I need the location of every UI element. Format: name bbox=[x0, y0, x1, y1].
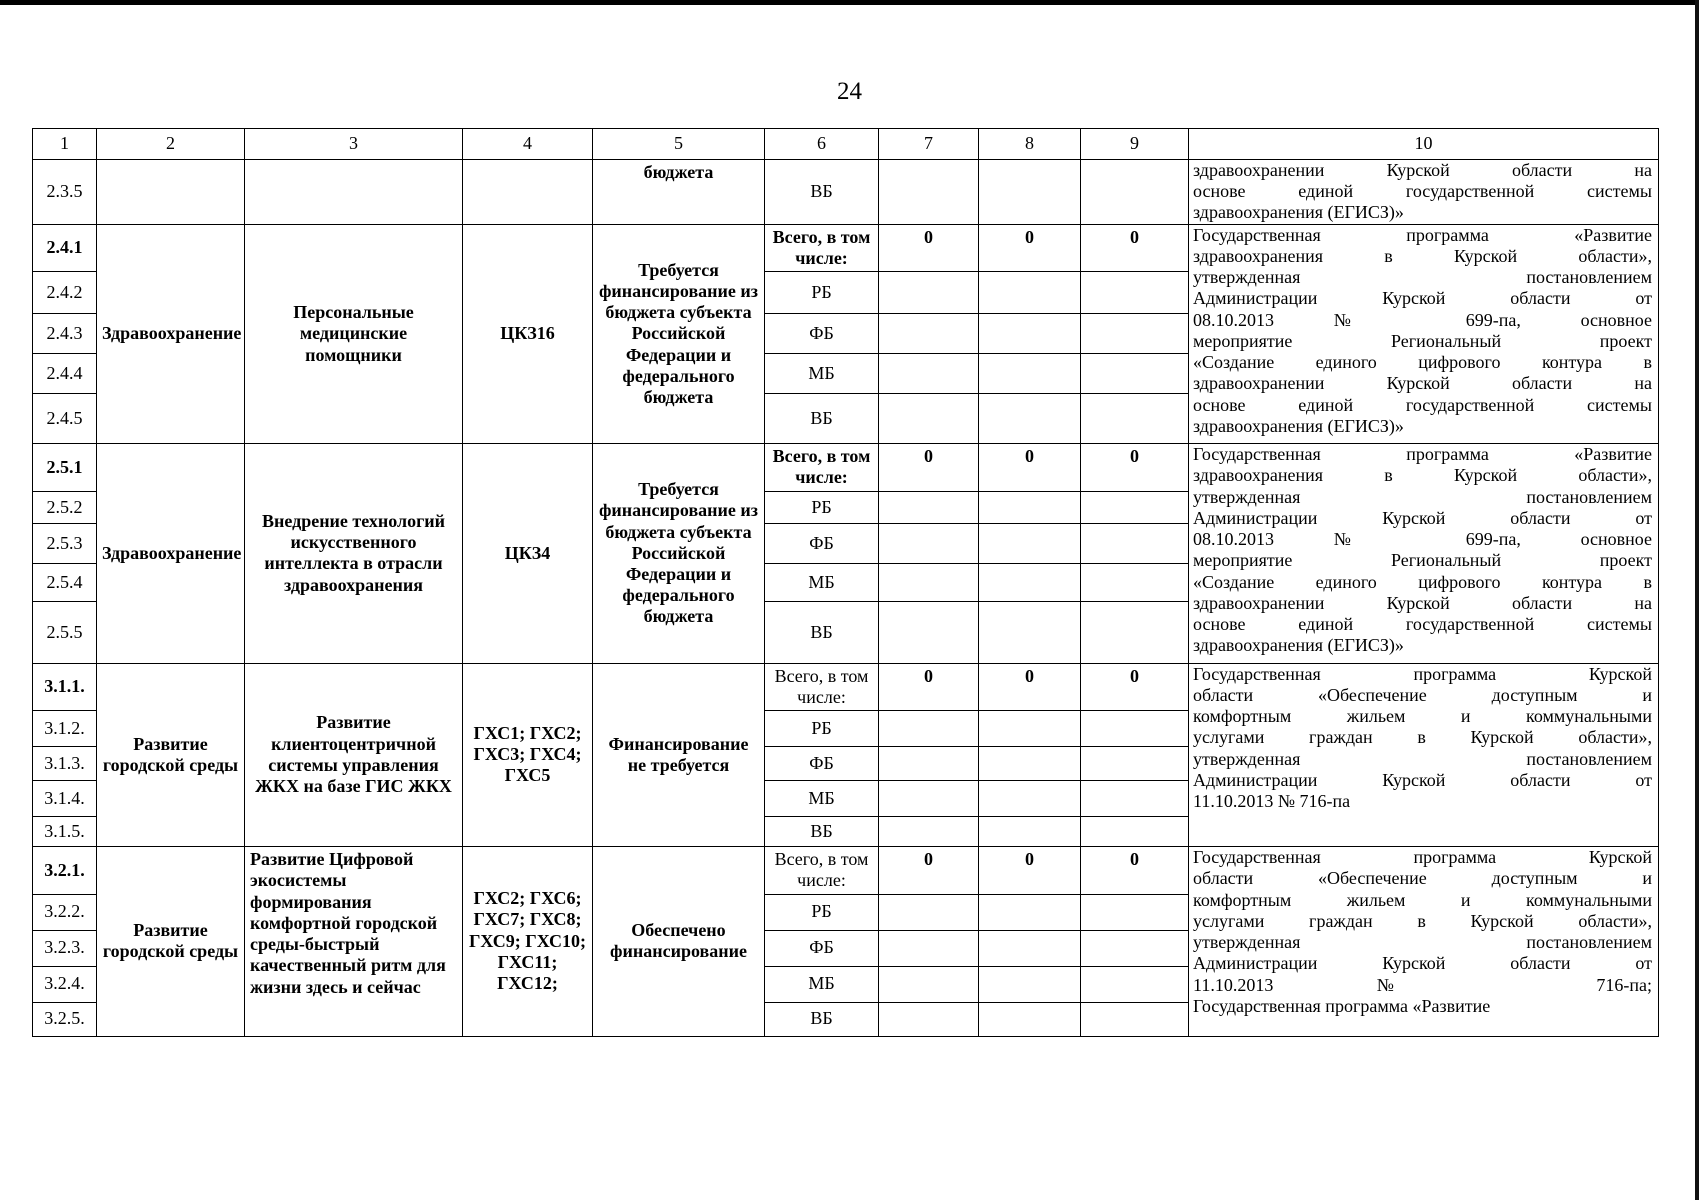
description-line: 11.10.2013 № 716-па bbox=[1193, 791, 1351, 812]
value-cell bbox=[1081, 781, 1189, 817]
project-cell bbox=[245, 160, 463, 225]
description-line: Администрации Курской области от bbox=[1193, 288, 1652, 309]
value-cell: 0 bbox=[1081, 444, 1189, 491]
program-description-cell bbox=[1189, 444, 1659, 663]
description-line: области «Обеспечение доступным и bbox=[1193, 868, 1652, 889]
fund-source-cell: Всего, в том числе: bbox=[765, 663, 879, 710]
table-row bbox=[33, 444, 1659, 491]
description-line: здравоохранении Курской области на bbox=[1193, 373, 1652, 394]
description-line: здравоохранения в Курской области», bbox=[1193, 465, 1652, 486]
value-cell bbox=[1081, 354, 1189, 394]
description-line: Государственная программа «Развитие bbox=[1193, 224, 1652, 245]
value-cell bbox=[1081, 601, 1189, 663]
description-line: области «Обеспечение доступным и bbox=[1193, 684, 1652, 705]
row-code-cell: 3.2.2. bbox=[33, 894, 97, 930]
row-code-cell: 3.1.1. bbox=[33, 663, 97, 710]
row-code-cell: 2.5.2 bbox=[33, 491, 97, 523]
program-description-cell bbox=[1189, 847, 1659, 1036]
value-cell bbox=[879, 314, 979, 354]
value-cell bbox=[1081, 394, 1189, 444]
description-line: основе единой государственной системы bbox=[1193, 181, 1652, 202]
value-cell bbox=[879, 601, 979, 663]
description-line: «Создание единого цифрового контура в bbox=[1193, 352, 1652, 373]
column-header: 6 bbox=[765, 129, 879, 160]
value-cell: 0 bbox=[879, 847, 979, 894]
description-line: 08.10.2013 № 699-па, основное bbox=[1193, 529, 1652, 550]
description-line: 08.10.2013 № 699-па, основное bbox=[1193, 309, 1652, 330]
fund-source-cell: ВБ bbox=[765, 160, 879, 225]
column-header: 10 bbox=[1189, 129, 1659, 160]
sphere-cell: Здравоохранение bbox=[97, 224, 245, 443]
column-header: 7 bbox=[879, 129, 979, 160]
row-code-cell: 2.4.4 bbox=[33, 354, 97, 394]
value-cell bbox=[1081, 491, 1189, 523]
indicator-code-cell bbox=[463, 160, 593, 225]
description-line: услугами граждан в Курской области», bbox=[1193, 910, 1652, 931]
value-cell bbox=[979, 394, 1081, 444]
row-code-cell: 2.4.1 bbox=[33, 224, 97, 271]
value-cell: 0 bbox=[1081, 224, 1189, 271]
value-cell bbox=[979, 523, 1081, 563]
fund-source-cell: ФБ bbox=[765, 523, 879, 563]
financing-cell: Требуется финансирование из бюджета субъекта Российской Федерации и федерального бюджета bbox=[593, 224, 765, 443]
description-line: основе единой государственной системы bbox=[1193, 614, 1652, 635]
column-header: 9 bbox=[1081, 129, 1189, 160]
value-cell bbox=[1081, 523, 1189, 563]
indicator-code-cell: ГХС1; ГХС2; ГХС3; ГХС4; ГХС5 bbox=[463, 663, 593, 846]
value-cell: 0 bbox=[979, 663, 1081, 710]
indicator-code-cell: ЦКЗ4 bbox=[463, 444, 593, 663]
value-cell bbox=[1081, 894, 1189, 930]
financing-cell: Требуется финансирование из бюджета субъекта Российской Федерации и федерального бюджета bbox=[593, 444, 765, 663]
fund-source-cell: МБ bbox=[765, 563, 879, 601]
value-cell: 0 bbox=[979, 847, 1081, 894]
value-cell bbox=[979, 747, 1081, 781]
value-cell: 0 bbox=[879, 444, 979, 491]
description-line: Администрации Курской области от bbox=[1193, 953, 1652, 974]
description-line: основе единой государственной системы bbox=[1193, 394, 1652, 415]
table-row bbox=[33, 224, 1659, 271]
indicator-code-cell: ГХС2; ГХС6; ГХС7; ГХС8; ГХС9; ГХС10; ГХС11; ГХС12; bbox=[463, 847, 593, 1036]
row-code-cell: 2.4.5 bbox=[33, 394, 97, 444]
row-code-cell: 3.2.3. bbox=[33, 930, 97, 966]
fund-source-cell: РБ bbox=[765, 894, 879, 930]
value-cell bbox=[879, 817, 979, 847]
value-cell bbox=[879, 491, 979, 523]
description-line: утвержденная постановлением bbox=[1193, 486, 1652, 507]
value-cell bbox=[879, 1002, 979, 1036]
description-line: здравоохранения (ЕГИСЗ)» bbox=[1193, 635, 1404, 656]
value-cell bbox=[979, 354, 1081, 394]
description-line: комфортным жильем и коммунальными bbox=[1193, 889, 1652, 910]
program-description-cell bbox=[1189, 224, 1659, 443]
description-line: Администрации Курской области от bbox=[1193, 769, 1652, 790]
project-cell: Внедрение технологий искусственного интеллекта в отрасли здравоохранения bbox=[245, 444, 463, 663]
sphere-cell: Развитие городской среды bbox=[97, 847, 245, 1036]
value-cell bbox=[1081, 1002, 1189, 1036]
fund-source-cell: Всего, в том числе: bbox=[765, 224, 879, 271]
value-cell bbox=[1081, 966, 1189, 1002]
value-cell bbox=[979, 563, 1081, 601]
column-header: 4 bbox=[463, 129, 593, 160]
value-cell: 0 bbox=[879, 663, 979, 710]
description-line: здравоохранении Курской области на bbox=[1193, 160, 1652, 180]
financing-cell: Обеспечено финансирование bbox=[593, 847, 765, 1036]
value-cell bbox=[879, 563, 979, 601]
value-cell bbox=[879, 354, 979, 394]
value-cell bbox=[979, 817, 1081, 847]
description-line: здравоохранении Курской области на bbox=[1193, 592, 1652, 613]
column-header: 1 bbox=[33, 129, 97, 160]
description-line: Государственная программа «Развитие bbox=[1193, 995, 1491, 1016]
row-code-cell: 3.1.2. bbox=[33, 711, 97, 747]
value-cell bbox=[979, 160, 1081, 225]
fund-source-cell: ФБ bbox=[765, 747, 879, 781]
description-line: Государственная программа «Развитие bbox=[1193, 444, 1652, 465]
fund-source-cell: РБ bbox=[765, 491, 879, 523]
row-code-cell: 2.5.5 bbox=[33, 601, 97, 663]
value-cell: 0 bbox=[879, 224, 979, 271]
description-line: здравоохранения в Курской области», bbox=[1193, 245, 1652, 266]
row-code-cell: 2.5.1 bbox=[33, 444, 97, 491]
value-cell bbox=[1081, 711, 1189, 747]
value-cell: 0 bbox=[1081, 847, 1189, 894]
value-cell bbox=[1081, 314, 1189, 354]
description-line: здравоохранения (ЕГИСЗ)» bbox=[1193, 202, 1404, 223]
value-cell bbox=[1081, 160, 1189, 225]
description-line: 11.10.2013 № 716-па; bbox=[1193, 974, 1652, 995]
value-cell bbox=[879, 930, 979, 966]
value-cell bbox=[879, 523, 979, 563]
value-cell bbox=[879, 747, 979, 781]
row-code-cell: 2.4.3 bbox=[33, 314, 97, 354]
fund-source-cell: Всего, в том числе: bbox=[765, 444, 879, 491]
budget-table bbox=[32, 128, 1659, 1037]
value-cell bbox=[979, 314, 1081, 354]
row-code-cell: 3.1.4. bbox=[33, 781, 97, 817]
fund-source-cell: ВБ bbox=[765, 1002, 879, 1036]
value-cell bbox=[1081, 930, 1189, 966]
description-line: мероприятие Региональный проект bbox=[1193, 550, 1652, 571]
value-cell bbox=[979, 930, 1081, 966]
row-code-cell: 3.2.1. bbox=[33, 847, 97, 894]
value-cell: 0 bbox=[979, 444, 1081, 491]
page-number: 24 bbox=[837, 78, 862, 105]
description-line: Администрации Курской области от bbox=[1193, 507, 1652, 528]
fund-source-cell: РБ bbox=[765, 711, 879, 747]
project-cell: Развитие клиентоцентричной системы управления ЖКХ на базе ГИС ЖКХ bbox=[245, 663, 463, 846]
value-cell bbox=[879, 272, 979, 314]
fund-source-cell: ФБ bbox=[765, 314, 879, 354]
value-cell bbox=[979, 711, 1081, 747]
row-code-cell: 2.5.3 bbox=[33, 523, 97, 563]
description-line: Государственная программа Курской bbox=[1193, 847, 1652, 868]
value-cell bbox=[979, 894, 1081, 930]
fund-source-cell: ВБ bbox=[765, 394, 879, 444]
header-row bbox=[33, 129, 1659, 160]
value-cell bbox=[979, 781, 1081, 817]
row-code-cell: 3.2.5. bbox=[33, 1002, 97, 1036]
fund-source-cell: РБ bbox=[765, 272, 879, 314]
row-code-cell: 2.4.2 bbox=[33, 272, 97, 314]
value-cell bbox=[979, 601, 1081, 663]
value-cell bbox=[1081, 563, 1189, 601]
column-header: 5 bbox=[593, 129, 765, 160]
fund-source-cell: МБ bbox=[765, 966, 879, 1002]
value-cell: 0 bbox=[979, 224, 1081, 271]
value-cell bbox=[879, 160, 979, 225]
row-code-cell: 3.1.5. bbox=[33, 817, 97, 847]
description-line: утвержденная постановлением bbox=[1193, 748, 1652, 769]
value-cell bbox=[979, 966, 1081, 1002]
description-line: мероприятие Региональный проект bbox=[1193, 330, 1652, 351]
value-cell bbox=[879, 394, 979, 444]
financing-cell: бюджета bbox=[593, 160, 765, 225]
value-cell bbox=[979, 491, 1081, 523]
sphere-cell: Развитие городской среды bbox=[97, 663, 245, 846]
row-code-cell: 3.1.3. bbox=[33, 747, 97, 781]
fund-source-cell: ФБ bbox=[765, 930, 879, 966]
column-header: 3 bbox=[245, 129, 463, 160]
fund-source-cell: ВБ bbox=[765, 601, 879, 663]
value-cell bbox=[979, 272, 1081, 314]
description-line: утвержденная постановлением bbox=[1193, 267, 1652, 288]
program-description-cell bbox=[1189, 160, 1659, 225]
value-cell bbox=[879, 894, 979, 930]
description-line: «Создание единого цифрового контура в bbox=[1193, 571, 1652, 592]
sphere-cell bbox=[97, 160, 245, 225]
row-code-cell: 2.3.5 bbox=[33, 160, 97, 225]
scan-right-edge bbox=[1695, 0, 1699, 1200]
value-cell bbox=[1081, 817, 1189, 847]
description-line: комфортным жильем и коммунальными bbox=[1193, 706, 1652, 727]
value-cell bbox=[979, 1002, 1081, 1036]
row-code-cell: 3.2.4. bbox=[33, 966, 97, 1002]
fund-source-cell: ВБ bbox=[765, 817, 879, 847]
table-row bbox=[33, 160, 1659, 225]
fund-source-cell: МБ bbox=[765, 354, 879, 394]
table-row bbox=[33, 663, 1659, 710]
project-cell: Развитие Цифровой экосистемы формирования комфортной городской среды-быстрый качественный ритм для жизни здесь и сейчас bbox=[245, 847, 463, 1036]
value-cell: 0 bbox=[1081, 663, 1189, 710]
value-cell bbox=[1081, 272, 1189, 314]
description-line: услугами граждан в Курской области», bbox=[1193, 727, 1652, 748]
fund-source-cell: Всего, в том числе: bbox=[765, 847, 879, 894]
description-line: здравоохранения (ЕГИСЗ)» bbox=[1193, 415, 1404, 436]
value-cell bbox=[1081, 747, 1189, 781]
value-cell bbox=[879, 711, 979, 747]
indicator-code-cell: ЦКЗ16 bbox=[463, 224, 593, 443]
value-cell bbox=[879, 966, 979, 1002]
financing-cell: Финансирование не требуется bbox=[593, 663, 765, 846]
project-cell: Персональные медицинские помощники bbox=[245, 224, 463, 443]
fund-source-cell: МБ bbox=[765, 781, 879, 817]
sphere-cell: Здравоохранение bbox=[97, 444, 245, 663]
description-line: Государственная программа Курской bbox=[1193, 663, 1652, 684]
table-row bbox=[33, 847, 1659, 894]
column-header: 2 bbox=[97, 129, 245, 160]
row-code-cell: 2.5.4 bbox=[33, 563, 97, 601]
program-description-cell bbox=[1189, 663, 1659, 846]
value-cell bbox=[879, 781, 979, 817]
scan-top-edge bbox=[0, 0, 1699, 5]
description-line: утвержденная постановлением bbox=[1193, 932, 1652, 953]
column-header: 8 bbox=[979, 129, 1081, 160]
